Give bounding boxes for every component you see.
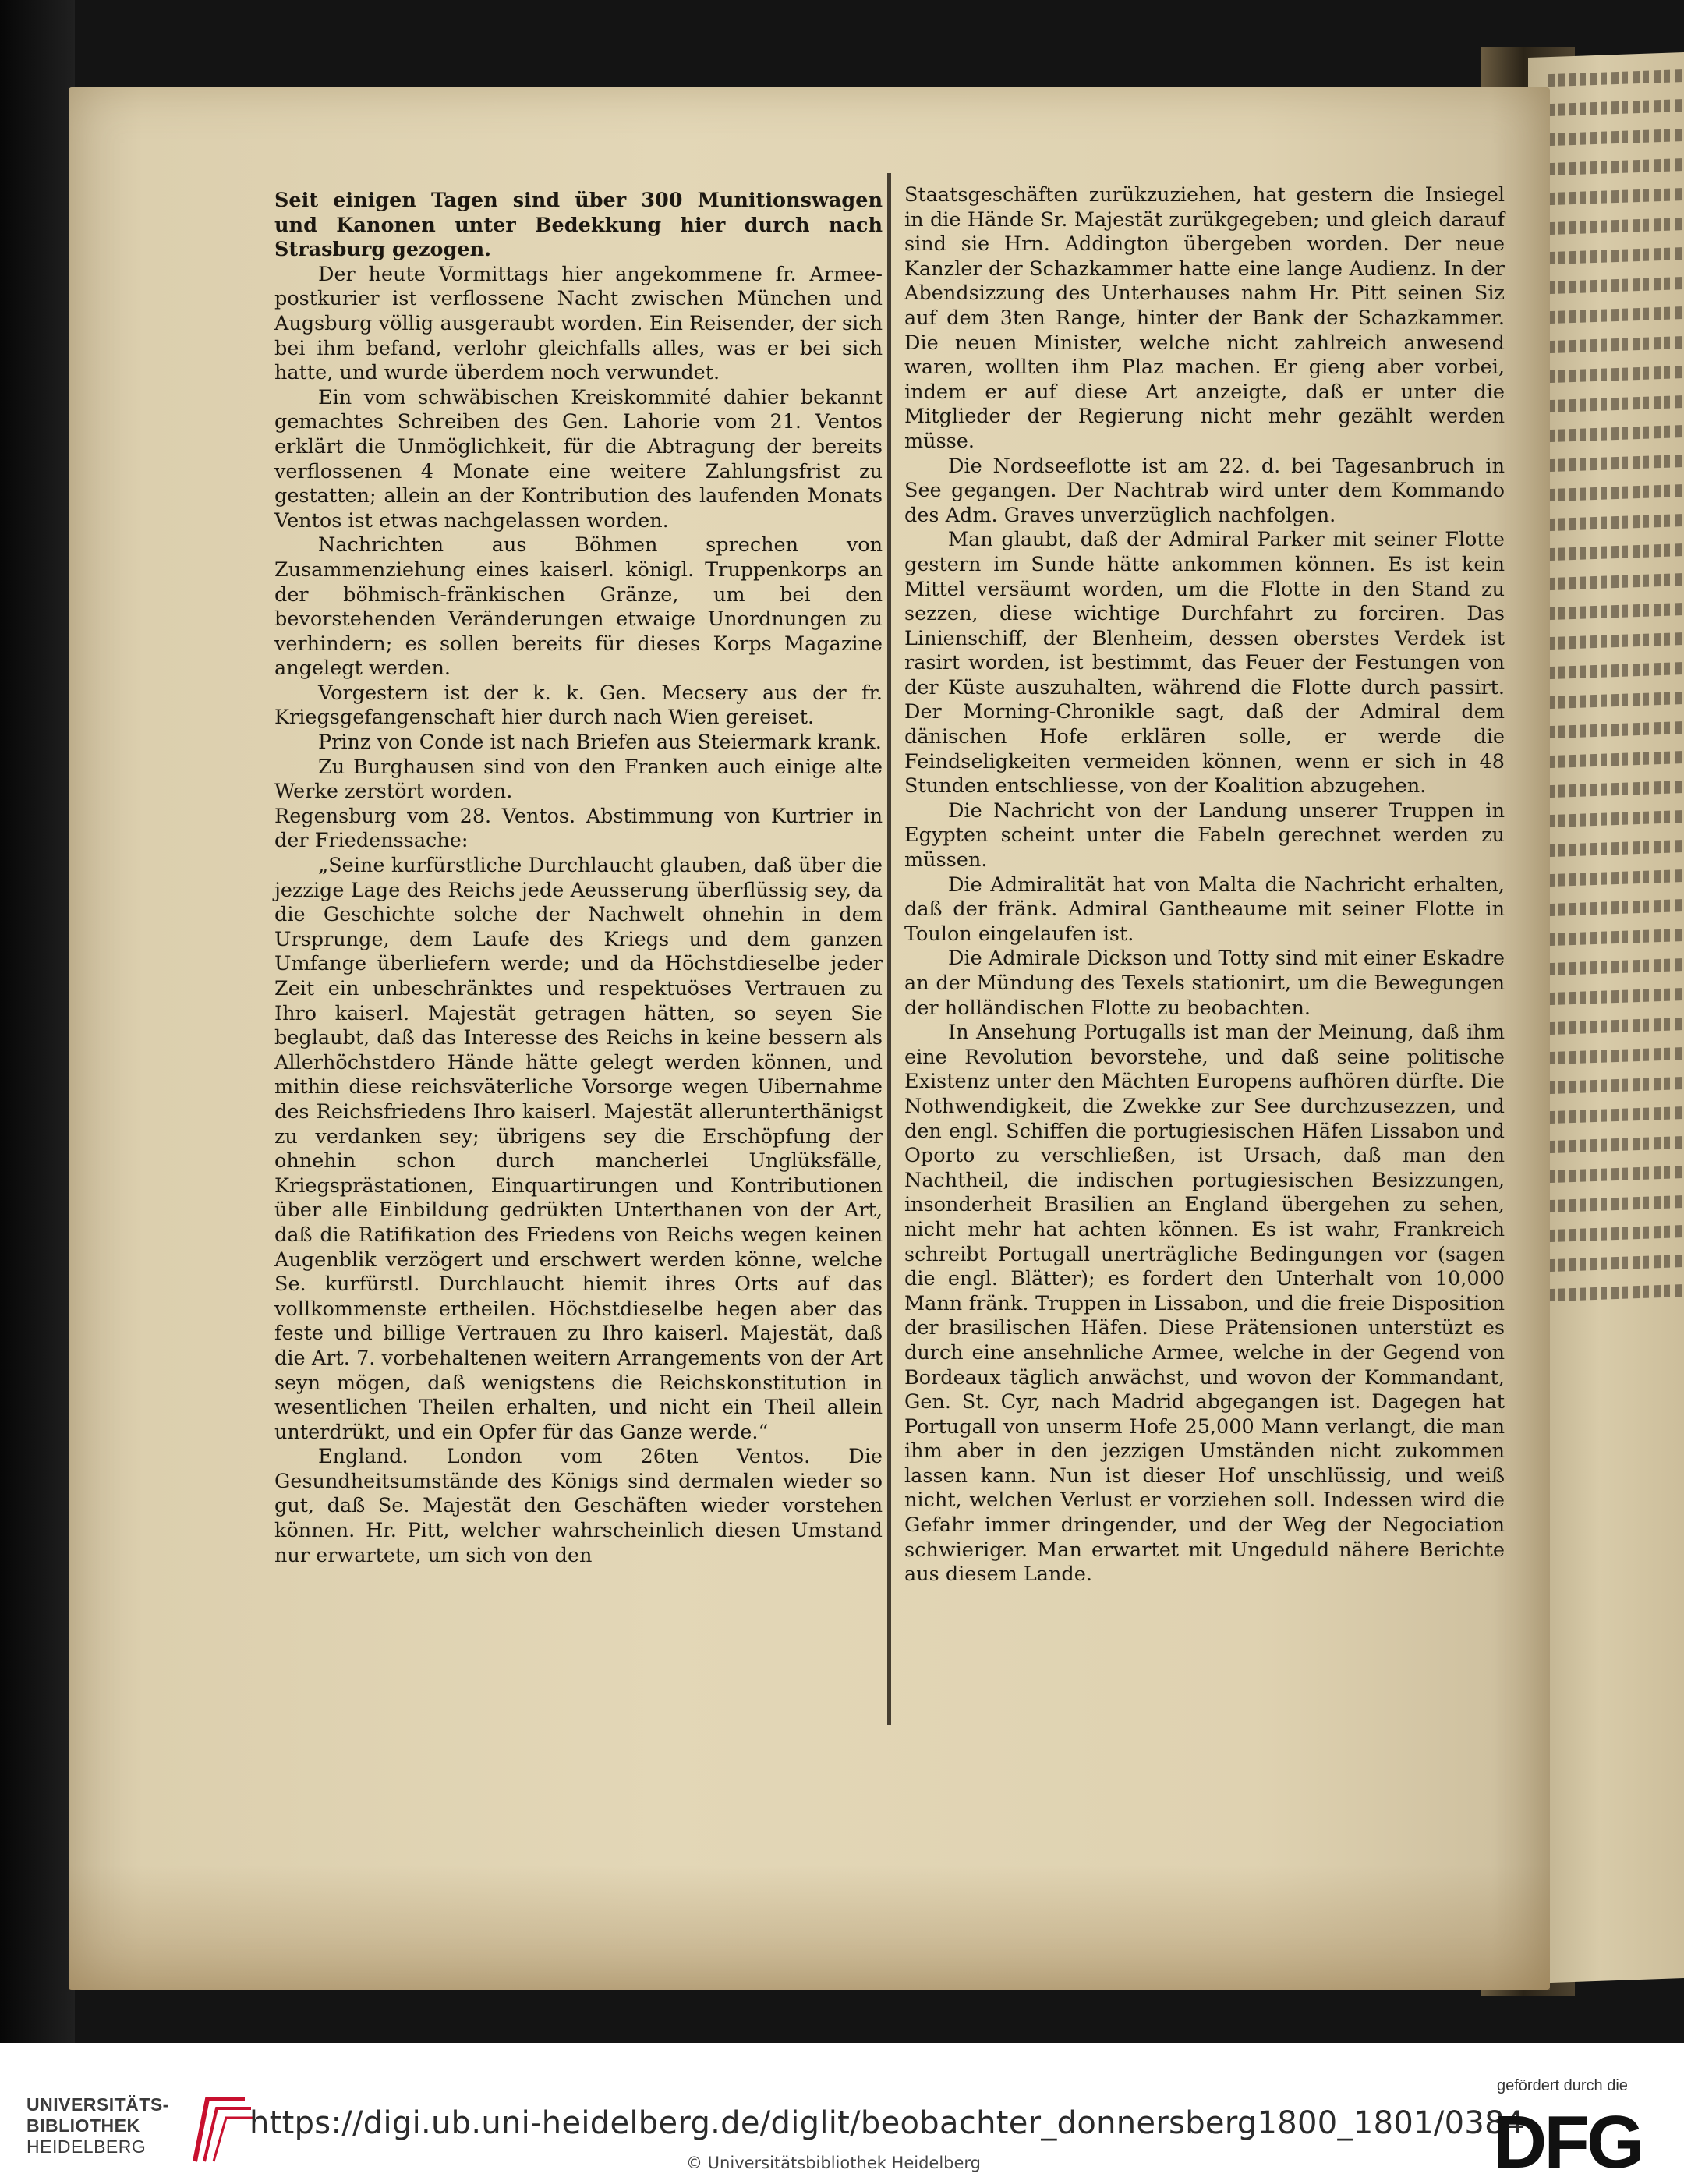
viewer-footer [0,2043,1684,2184]
library-logo[interactable] [27,2094,260,2168]
paragraph: Der heute Vormittags hier angekommene fr. Armee-postkurier ist verflossene Nacht zwischen München und Augsburg völlig ausgeraubt worden. Ein Reisender, der sich bei ihm befand, verlohr gleichfalls alles, was er bei sich hatte, und wurde überdem noch verwundet. [274,262,883,385]
dfg-logo-text: DFG [1493,2107,1642,2172]
text-column-left [274,189,883,1568]
logo-line-2: BIBLIOTHEK [27,2115,140,2136]
paragraph: In Ansehung Portugalls ist man der Meinung, daß ihm eine Revolution bevorstehe, und daß seine politische Existenz unter den Mächten Europens aufhören dürfte. Die Nothwendigkeit, die Zwekke zur See durchzusezzen, und den engl. Schiffen die portugiesischen Häfen Lissabon und Oporto zu verschließen, ist Ursach, daß man den Nachtheil, die indischen portugiesischen Besizzungen, insonderheit Brasilien an England übergehen zu sehen, nicht mehr hat achten können. Es ist wahr, Frankreich schreibt Portugall unerträgliche Bedingungen vor (sagen die engl. Blätter); es fordert den Unterhalt von 10,000 Mann fränk. Truppen in Lissabon, und die freie Disposition der brasilischen Häfen. Diese Prätensionen unterstüzt es durch eine ansehnliche Armee, welche in der Gegend von Bordeaux täglich anwächst, und wovon der Kommandant, Gen. St. Cyr, nach Madrid abgegangen ist. Dagegen hat Portugall von unserm Hofe 25,000 Mann verlangt, die man ihm aber in den jezzigen Umständen nicht zukommen lassen kann. Nun ist dieser Hof unschlüssig, und weiß nicht, welchen Verlust er vorziehen soll. Indessen wird die Gefahr immer dringender, und der Weg der Negociation schwieriger. Man erwartet mit Ungeduld nähere Berichte aus diesem Lande. [904,1021,1505,1587]
paragraph: Seit einigen Tagen sind über 300 Munitionswagen und Kanonen unter Bedekkung hier durch nach Strasburg gezogen. [274,189,883,262]
paragraph: Ein vom schwäbischen Kreiskommité dahier bekannt gemachtes Schreiben des Gen. Lahorie vom 21. Ventos erklärt die Unmöglichkeit, für die Abtragung der bereits verflossenen 4 Monate eine weitere Zahlungsfrist zu gestatten; allein an der Kontribution des laufenden Monats Ventos ist etwas nachgelassen worden. [274,385,883,533]
copyright-notice: © Universitätsbibliothek Heidelberg [686,2154,982,2172]
dateline-paragraph: Regensburg vom 28. Ventos. Abstimmung von Kurtrier in der Friedenssache: [274,804,883,853]
library-logo-icon [190,2093,256,2165]
funding-label: gefördert durch die [1497,2077,1628,2094]
paragraph: Die Nordseeflotte ist am 22. d. bei Tagesanbruch in See gegangen. Der Nachtrab wird unter dem Kommando des Adm. Graves unverzüglich nachfolgen. [904,454,1505,527]
logo-line-1: UNIVERSITÄTS- [27,2094,169,2115]
library-logo-text [27,2094,190,2157]
dateline-paragraph: England. London vom 26ten Ventos. Die Gesundheitsumstände des Königs sind dermalen wieder so gut, daß Se. Majestät den Geschäften wieder vorstehen können. Hr. Pitt, welcher wahrscheinlich diesen Umstand nur erwartete, um sich von den [274,1445,883,1567]
dfg-logo-icon[interactable] [1493,2107,1661,2172]
paragraph: Vorgestern ist der k. k. Gen. Mecsery aus der fr. Kriegsgefangenschaft hier durch nach Wien gereiset. [274,681,883,730]
paragraph: Nachrichten aus Böhmen sprechen von Zusammenziehung eines kaiserl. königl. Truppenkorps an der böhmisch-fränkischen Gränze, um bei den bevorstehenden Veränderungen etwaige Unordnungen zu verhindern; es sollen bereits für dieses Korps Magazine angelegt werden. [274,533,883,681]
column-divider [887,173,891,1725]
paragraph: Die Nachricht von der Landung unserer Truppen in Egypten scheint unter die Fabeln gerechnet werden zu müssen. [904,798,1505,873]
paragraph: Man glaubt, daß der Admiral Parker mit seiner Flotte gestern im Sunde hätte ankommen können. Es ist kein Mittel versäumt worden, um die Flotte in den Stand zu sezzen, diese wichtige Durchfahrt zu forciren. Das Linienschiff, der Blenheim, dessen oberstes Verdek ist rasirt worden, ist bestimmt, das Feuer der Festungen von der Küste auszuhalten, während die Flotte durch passirt. Der Morning-Chronikle sagt, daß der Admiral dem dänischen Hofe erklären solle, er werde die Feindseligkeiten vermeiden können, wenn er sich in 48 Stunden entschliesse, von der Koalition abzugehen. [904,528,1505,798]
permalink-url[interactable]: https://digi.ub.uni-heidelberg.de/diglit/beobachter_donnersberg1800_1801/0384 [249,2105,1525,2141]
paragraph: Die Admiralität hat von Malta die Nachricht erhalten, daß der fränk. Admiral Gantheaume mit seiner Flotte in Toulon eingelaufen ist. [904,873,1505,946]
facing-page-edge [1528,51,1684,1984]
paragraph: Prinz von Conde ist nach Briefen aus Steiermark krank. [318,731,882,755]
paragraph: „Seine kurfürstliche Durchlaucht glauben, daß über die jezzige Lage des Reichs jede Aeusserung überflüssig sey, da die Geschichte solche der Nachwelt ohnehin in dem Ursprunge, dem Laufe des Kriegs und dem ganzen Umfange überliefern werde; und da Höchstdieselbe jeder Zeit ein unbeschränktes und respektuöses Vertrauen zu Ihro kaiserl. Majestät getragen hätten, so seyen Sie beglaubt, daß das Interesse des Reichs in keine bessern als Allerhöchstdero Hände hätte gelegt werden können, und mithin diese reichsväterliche Vorsorge wegen Uibernahme des Reichsfriedens Ihro kaiserl. Majestät allerunterthänigst zu verdanken sey; übrigens sey die Erschöpfung der ohnehin schon durch mancherlei Unglüksfälle, Kriegsprästationen, Einquartirungen und Kontributionen über alle Einbildung gedrükten Unterthanen von der Art, daß die Ratifikation des Friedens von Reichs wegen keinen Augenblik verzögert und erschwert werden könne, welche Se. kurfürstl. Durchlaucht hiemit ihres Orts auf das vollkommenste ertheilen. Höchstdieselbe hegen aber das feste und billige Vertrauen zu Ihro kaiserl. Majestät, daß die Art. 7. vorbehaltenen weitern Arrangements von der Art seyn mögen, daß wenigstens die Reichskonstitution in wesentlichen Theilen erhalten, und nicht ein Theil allein unterdrükt, und ein Opfer für das Ganze werde.“ [274,854,883,1444]
logo-line-3: HEIDELBERG [27,2136,147,2157]
paragraph: Zu Burghausen sind von den Franken auch einige alte Werke zerstört worden. [274,755,883,804]
text-column-right [904,183,1505,1588]
paragraph: Die Admirale Dickson und Totty sind mit einer Eskadre an der Mündung des Texels stationirt, um die Bewegungen der holländischen Flotte zu beobachten. [904,947,1505,1020]
scan-background [0,0,75,2043]
paragraph: Staatsgeschäften zurükzuziehen, hat gestern die Insiegel in die Hände Sr. Majestät zurükgegeben; und gleich darauf sind sie Hrn. Addington übergeben worden. Der neue Kanzler der Schazkammer hatte eine lange Audienz. In der Abendsizzung des Unterhauses nahm Hr. Pitt seinen Siz auf dem 3ten Range, hinter der Bank der Schazkammer. Die neuen Minister, welche nicht zahlreich anwesend waren, wollten ihm Plaz machen. Er gieng aber vorbei, indem er auf diese Art anzeigte, daß er unter die Mitglieder der Regierung nicht mehr gezählt werden müsse. [904,183,1505,453]
